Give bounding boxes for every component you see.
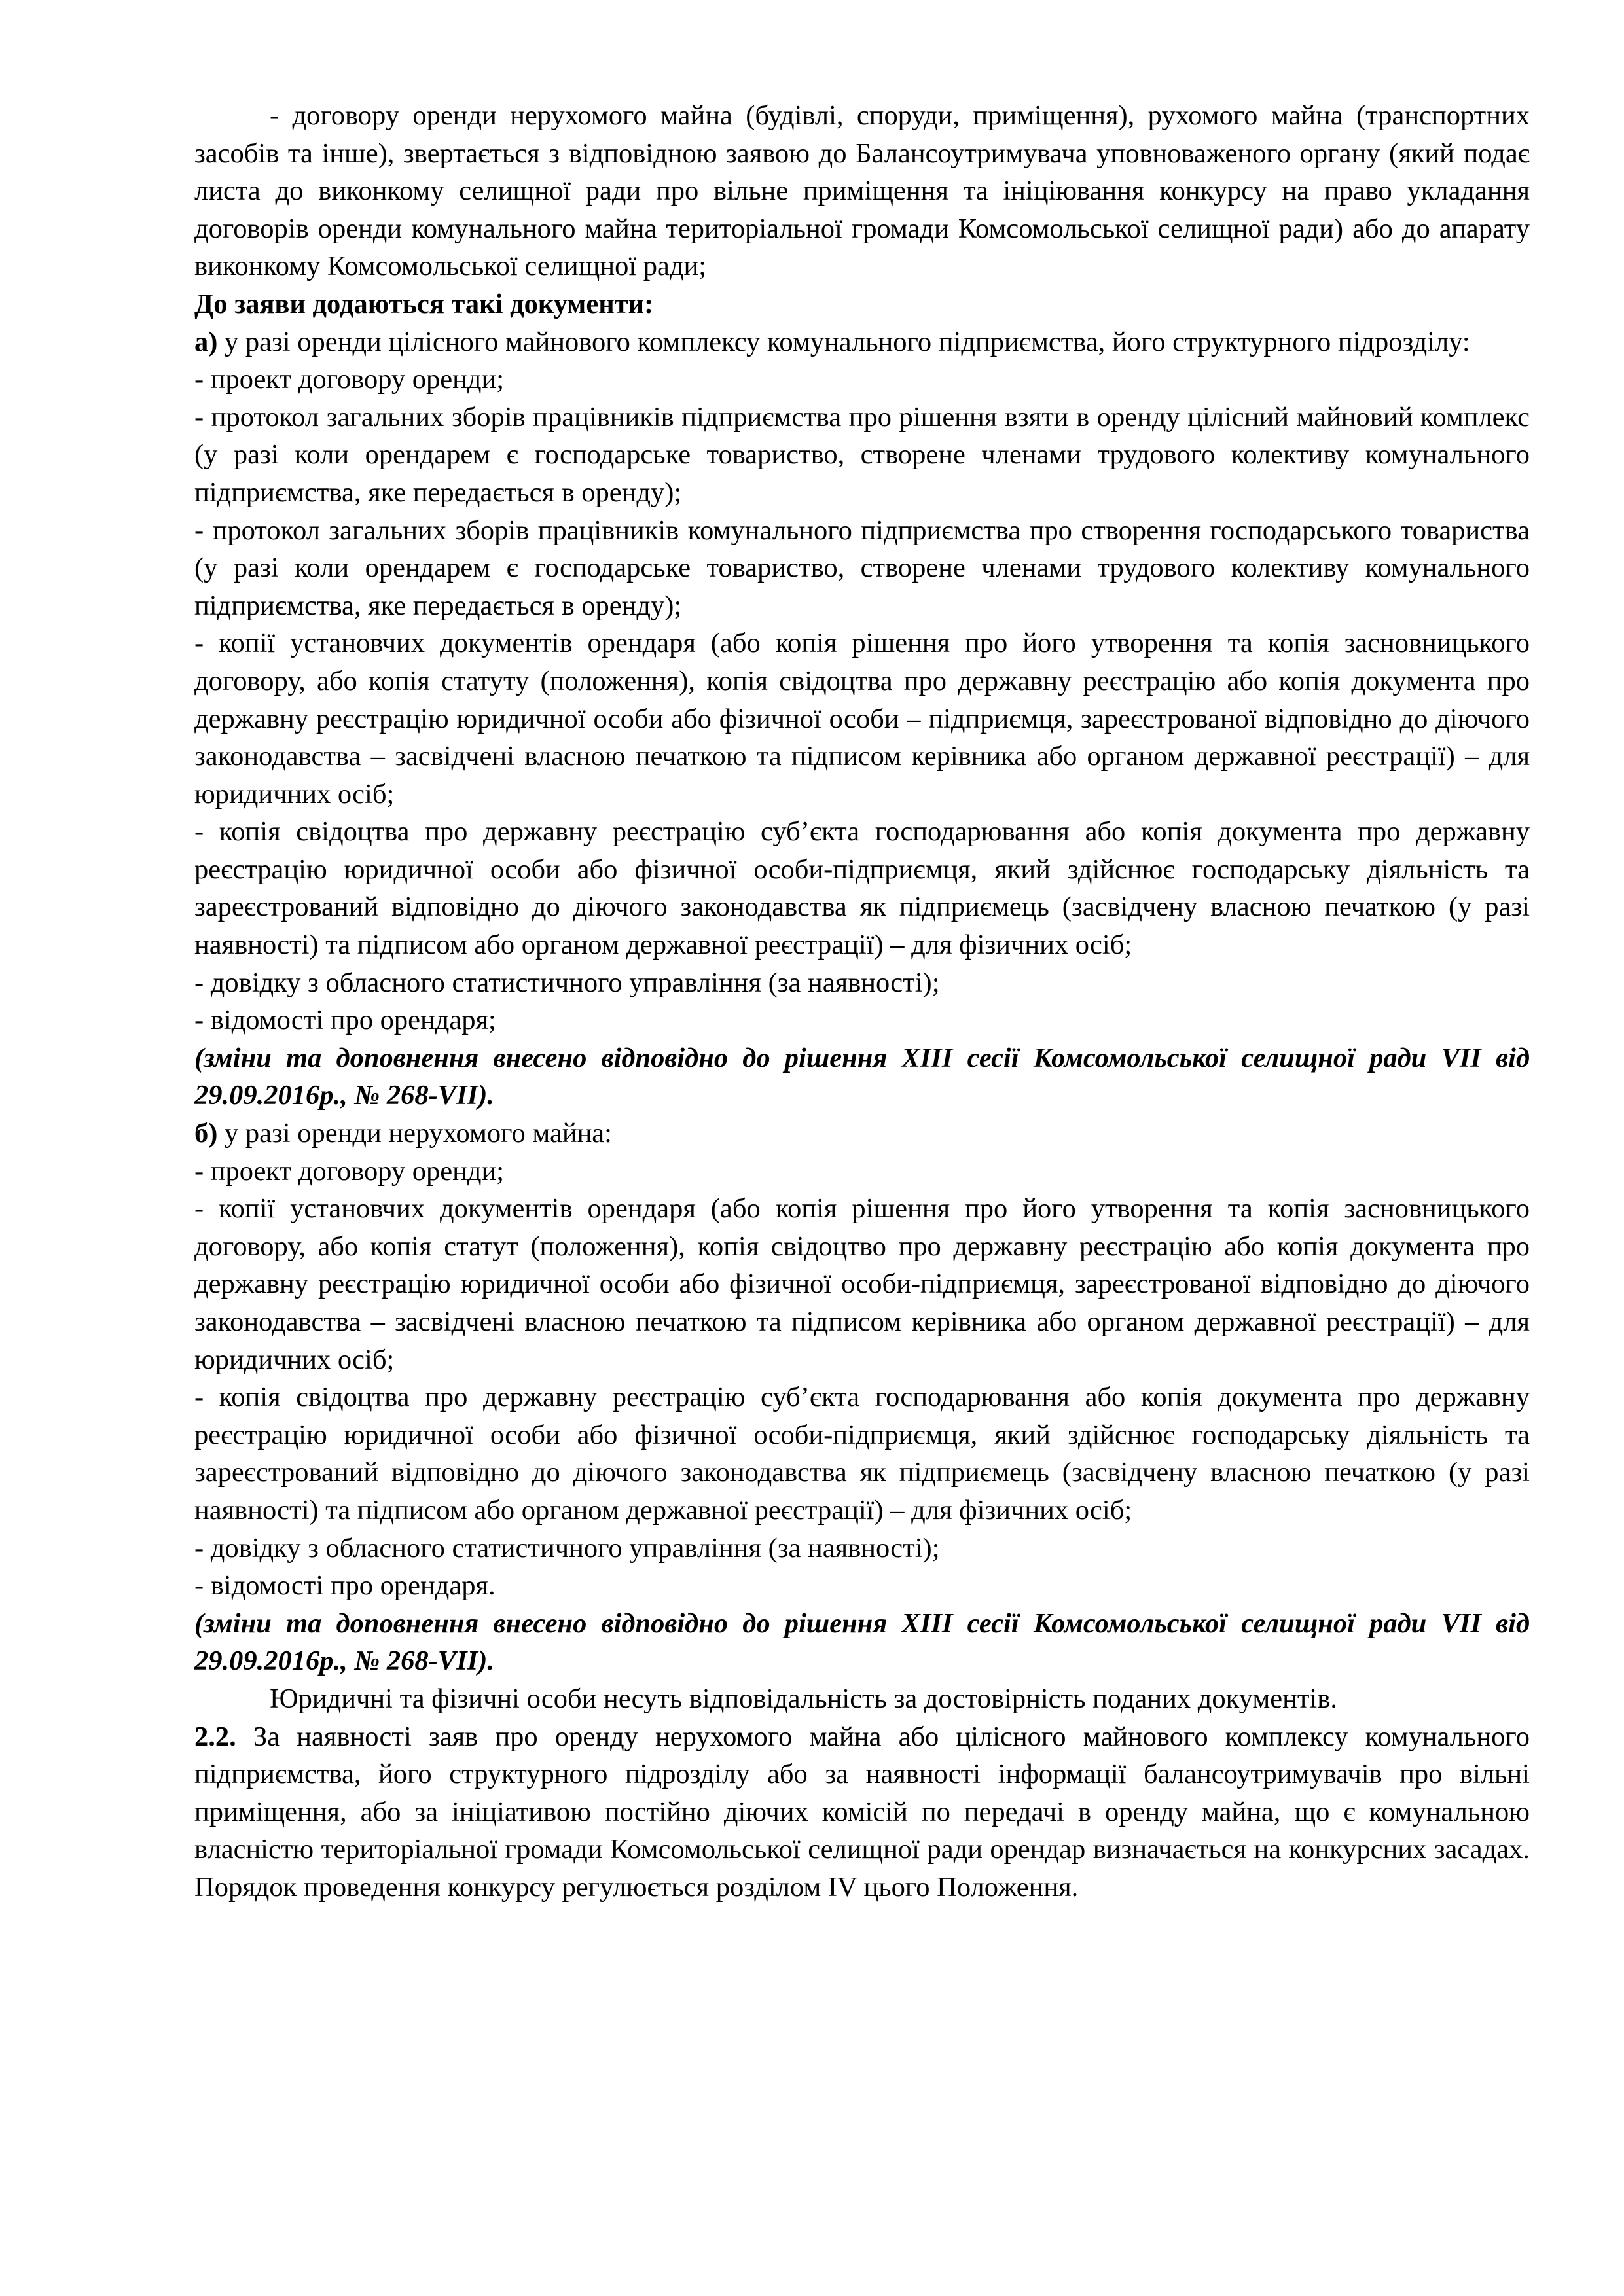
section-a-amendment-note: (зміни та доповнення внесено відповідно до рішення ХІІІ сесії Комсомольської селищної ради VІІ від 29.09.2016р., № 268-VІІ). xyxy=(194,1042,1530,1111)
section-a-item: - відомості про орендаря; xyxy=(194,1005,496,1036)
section-b-item: - проект договору оренди; xyxy=(194,1155,505,1187)
section-a-item: - протокол загальних зборів працівників комунального підприємства про створення господарського товариства (у разі коли орендарем є господарське товариство, створене членами трудового колективу комунального підприємства, яке передається в оренду); xyxy=(194,514,1530,621)
section-a-item: - копія свідоцтва про державну реєстрацію суб’єкта господарювання або копія документа про державну реєстрацію юридичної особи або фізичної особи-підприємця, який здійснює господарську діяльність та зареєстрований відповідно до діючого законодавства як підприємець (засвідчену власною печаткою (у разі наявності) та підписом або органом державної реєстрації) – для фізичних осіб; xyxy=(194,816,1530,961)
section-a-item: - протокол загальних зборів працівників підприємства про рішення взяти в оренду цілісний майновий комплекс (у разі коли орендарем є господарське товариство, створене членами трудового колективу комунального підприємства, яке передається в оренду); xyxy=(194,401,1530,508)
section-b-heading-text: у разі оренди нерухомого майна: xyxy=(217,1118,612,1149)
section-a-heading xyxy=(194,323,1530,361)
clause-2-2-text: За наявності заяв про оренду нерухомого майна або цілісного майнового комплексу комунального підприємства, його структурного підрозділу або за наявності інформації балансоутримувачів про вільні приміщення, або за ініціативою постійно діючих комісій по передачі в оренду майна, що є комунальною власністю територіальної громади Комсомольської селищної ради орендар визначається на конкурсних засадах. Порядок проведення конкурсу регулюється розділом IV цього Положення. xyxy=(194,1721,1530,1903)
clause-2-2 xyxy=(194,1718,1530,1907)
section-a-heading-text: у разі оренди цілісного майнового комплексу комунального підприємства, його структурного підрозділу: xyxy=(217,326,1470,357)
section-a-item: - довідку з обласного статистичного управління (за наявності); xyxy=(194,967,940,998)
intro-paragraph: - договору оренди нерухомого майна (будівлі, споруди, приміщення), рухомого майна (транспортних засобів та інше), звертається з відповідною заявою до Балансоутримувача уповноваженого органу (який подає листа до виконкому селищної ради про вільне приміщення та ініціювання конкурсу на право укладання договорів оренди комунального майна територіальної громади Комсомольської селищної ради) або до апарату виконкому Комсомольської селищної ради; xyxy=(194,100,1530,282)
section-b-item: - копія свідоцтва про державну реєстрацію суб’єкта господарювання або копія документа про державну реєстрацію юридичної особи або фізичної особи-підприємця, який здійснює господарську діяльність та зареєстрований відповідно до діючого законодавства як підприємець (засвідчену власною печаткою (у разі наявності) та підписом або органом державної реєстрації) – для фізичних осіб; xyxy=(194,1382,1530,1526)
section-b-item: - довідку з обласного статистичного управління (за наявності); xyxy=(194,1532,940,1564)
section-b-item: - копії установчих документів орендаря (або копія рішення про його утворення та копія засновницького договору, або копія статут (положення), копія свідоцтво про державну реєстрацію або копія документа про державну реєстрацію юридичної особи або фізичної особи-підприємця, зареєстрованої відповідно до діючого законодавства – засвідчені власною печаткою та підписом керівника або органом державної реєстрації) – для юридичних осіб; xyxy=(194,1193,1530,1375)
section-a-label: а) xyxy=(194,326,218,357)
responsibility-paragraph: Юридичні та фізичні особи несуть відповідальність за достовірність поданих документів. xyxy=(270,1683,1337,1714)
section-a-item: - копії установчих документів орендаря (або копія рішення про його утворення та копія засновницького договору, або копія статуту (положення), копія свідоцтва про державну реєстрацію або копія документа про державну реєстрацію юридичної особи або фізичної особи – підприємця, зареєстрованої відповідно до діючого законодавства – засвідчені власною печаткою та підписом керівника або органом державної реєстрації) – для юридичних осіб; xyxy=(194,628,1530,810)
section-a-item: - проект договору оренди; xyxy=(194,364,505,395)
clause-2-2-number: 2.2. xyxy=(194,1721,236,1752)
section-b-amendment-note: (зміни та доповнення внесено відповідно до рішення ХІІІ сесії Комсомольської селищної ради VІІ від 29.09.2016р., № 268-VІІ). xyxy=(194,1607,1530,1677)
section-b-item: - відомості про орендаря. xyxy=(194,1570,496,1602)
section-b-label: б) xyxy=(194,1118,218,1149)
documents-heading: До заяви додаються такі документи: xyxy=(194,288,654,319)
section-b-heading xyxy=(194,1115,1530,1153)
document-page xyxy=(194,97,1530,1907)
